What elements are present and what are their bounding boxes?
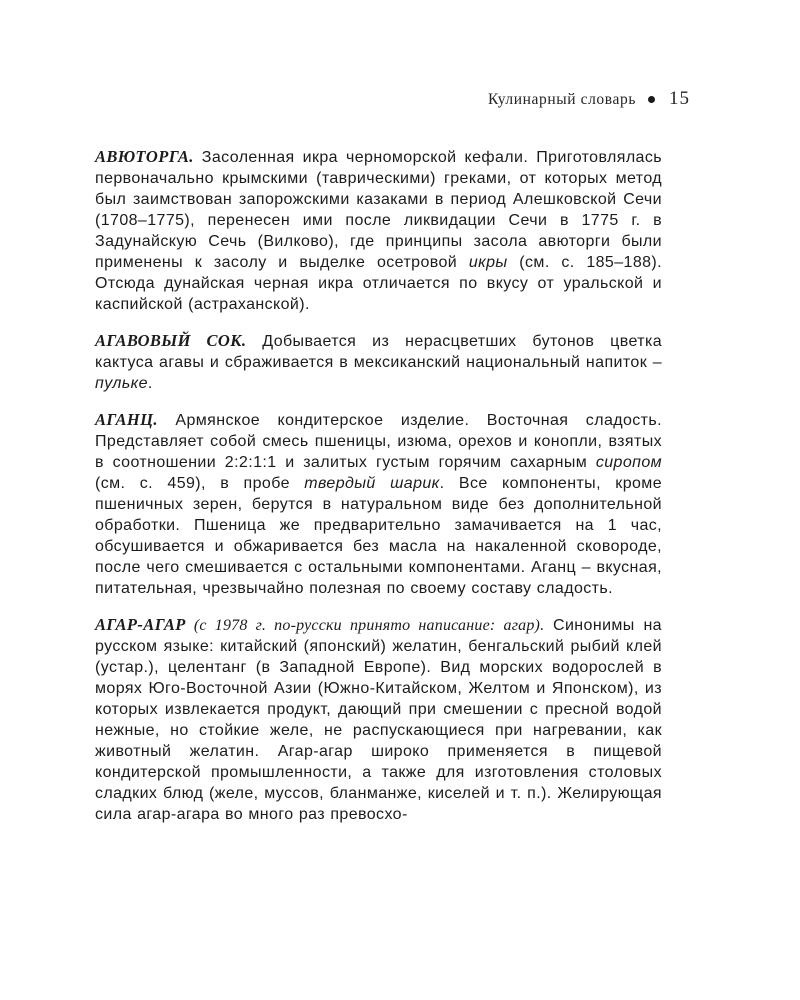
entry-body: (с 1978 г. по-русски принято написание: агар). Синонимы на русском языке: китайский (японский) желатин, бенгальский рыбий клей (устар.), целентанг (в Западной Европе). Вид морских водорослей в морях Юго-Восточной Азии (Южно-Китайском, Желтом и Японском), из которых извлекается продукт, дающий при смешении с пресной водой нежные, но стойкие желе, не распускающиеся при нагревании, как животный желатин. Агар-агар широко применяется в пищевой кондитерской промышленности, а также для изготовления столовых сладких блюд (желе, муссов, бланманже, киселей и т. п.). Желирующая сила агар-агара во много раз превосхо- (95, 617, 662, 823)
header-title: Кулинарный словарь (487, 91, 636, 108)
running-header (95, 88, 690, 110)
entry-headword: АГАР-АГАР (95, 615, 186, 634)
dictionary-entry (95, 146, 662, 315)
dictionary-entry (95, 409, 662, 599)
entry-headword: АВЮТОРГА. (95, 147, 194, 166)
entry-body: Армянское кондитерское изделие. Восточная сладость. Представляет собой смесь пшеницы, изюма, орехов и конопли, взятых в соотношении 2:2:1:1 и залитых густым горячим сахарным сиропом (см. с. 459), в пробе твердый шарик. Все компоненты, кроме пшеничных зерен, берутся в натуральном виде без дополнительной обработки. Пшеница же предварительно замачивается на 1 час, обсушивается и обжаривается без масла на накаленной сковороде, после чего смешивается с остальными компонентами. Аганц – вкусная, питательная, чрезвычайно полезная по своему составу сладость. (95, 412, 662, 597)
page-number: 15 (669, 88, 690, 109)
dictionary-entry (95, 614, 662, 825)
dictionary-entry (95, 330, 662, 394)
entry-headword: АГАВОВЫЙ СОК. (95, 331, 247, 350)
separator-dot-icon (648, 96, 655, 103)
entries-container (95, 146, 662, 825)
entry-headword: АГАНЦ. (95, 410, 158, 429)
entry-body: Добывается из нерасцветших бутонов цветка кактуса агавы и сбраживается в мексиканский национальный напиток – пульке. (95, 333, 662, 392)
entry-body: Засоленная икра черноморской кефали. Приготовлялась первоначально крымскими (таврическими) греками, от которых метод был заимствован запорожскими казаками в период Алешковской Сечи (1708–1775), перенесен ими после ликвидации Сечи в 1775 г. в Задунайскую Сечь (Вилково), где принципы засола авюторги были применены к засолу и выделке осетровой икры (см. с. 185–188). Отсюда дунайская черная икра отличается по вкусу от уральской и каспийской (астраханской). (95, 149, 662, 313)
